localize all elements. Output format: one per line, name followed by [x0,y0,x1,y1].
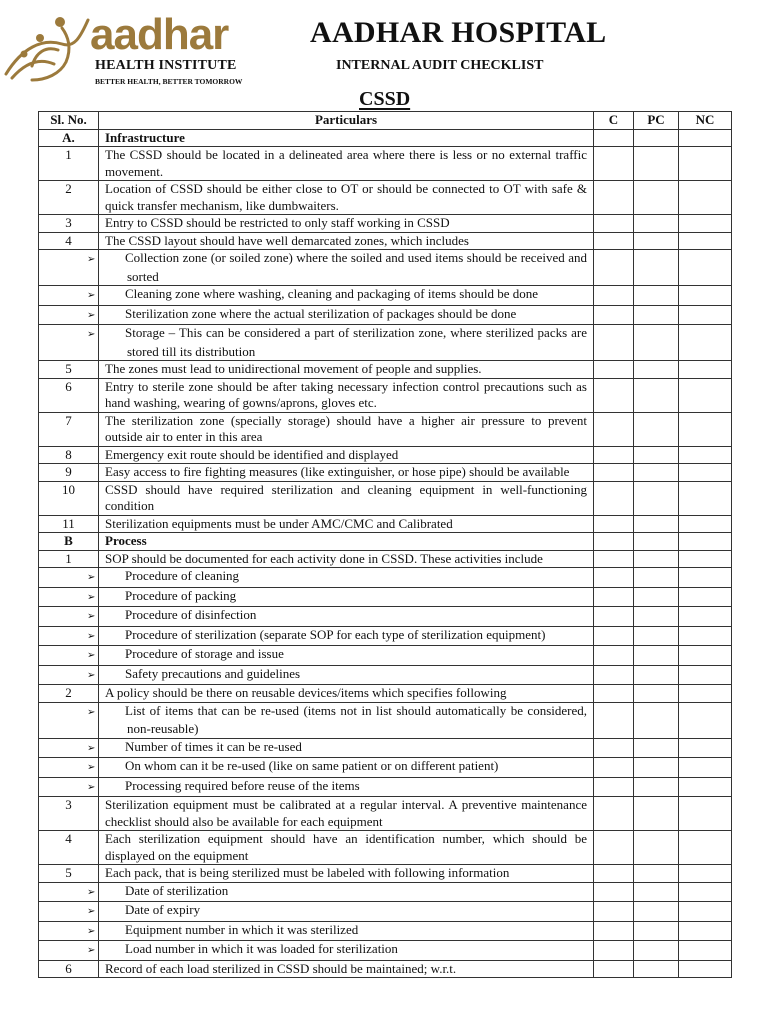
bullet-arrow-icon: ➢ [87,706,96,718]
check-cell-pc[interactable] [634,587,679,607]
logo-institute: HEALTH INSTITUTE [95,58,237,73]
sub-item-wrap [87,738,587,758]
check-cell-c[interactable] [594,960,634,978]
check-cell-pc[interactable] [634,464,679,482]
sub-item-row [39,286,732,306]
check-cell-c[interactable] [594,797,634,831]
check-cell-nc[interactable] [679,685,732,703]
row-number: 3 [39,797,99,831]
sub-item-text: Sterilization zone where the actual sterilization of packages should be done [125,305,517,321]
sub-item [87,325,594,361]
check-cell-c[interactable] [594,481,634,515]
sub-item-text: Number of times it can be re-used [125,738,302,754]
check-cell-nc[interactable] [679,361,732,379]
check-cell-c[interactable] [594,702,634,738]
row-number: 7 [39,412,99,446]
family-emblem-icon [2,8,92,88]
row-number: 1 [39,147,99,181]
header-particulars: Particulars [99,112,594,130]
table-row [39,378,732,412]
check-cell-c[interactable] [594,831,634,865]
check-cell-pc[interactable] [634,250,679,286]
sub-item [87,665,594,685]
check-cell-c[interactable] [594,626,634,646]
particular-text: Easy access to fire fighting measures (like extinguisher, or hose pipe) should be available [99,464,594,482]
table-row [39,232,732,250]
sub-item-row [39,758,732,778]
row-number: 6 [39,378,99,412]
sub-item-row [39,777,732,797]
sub-item [87,777,594,797]
header-c: C [594,112,634,130]
check-cell-nc[interactable] [679,797,732,831]
sub-item-wrap [87,325,587,360]
sub-item-text: Date of sterilization [125,882,229,898]
sub-item-text: Procedure of packing [125,587,237,603]
check-cell-c[interactable] [594,147,634,181]
row-number: A. [39,129,99,147]
check-cell-c[interactable] [594,941,634,961]
check-cell-nc[interactable] [679,305,732,325]
sub-item-text: Processing required before reuse of the items [125,777,360,793]
table-row [39,550,732,568]
particular-text: The zones must lead to unidirectional movement of people and supplies. [99,361,594,379]
check-cell-c[interactable] [594,446,634,464]
check-cell-nc[interactable] [679,147,732,181]
check-cell-pc[interactable] [634,646,679,666]
check-cell-pc[interactable] [634,941,679,961]
check-cell-pc[interactable] [634,481,679,515]
row-number: 4 [39,831,99,865]
table-row [39,412,732,446]
check-cell-nc[interactable] [679,481,732,515]
check-cell-pc[interactable] [634,305,679,325]
table-row [39,215,732,233]
particular-text: The CSSD layout should have well demarcated zones, which includes [99,232,594,250]
sub-item-text: Equipment number in which it was sterilized [125,921,359,937]
check-cell-c[interactable] [594,902,634,922]
bullet-arrow-icon: ➢ [87,572,96,583]
check-cell-pc[interactable] [634,147,679,181]
check-cell-pc[interactable] [634,607,679,627]
check-cell-pc[interactable] [634,626,679,646]
row-number: 3 [39,215,99,233]
particular-text: Sterilization equipments must be under AMC/CMC and Calibrated [99,515,594,533]
sub-item-row [39,921,732,941]
particular-text: Each pack, that is being sterilized must be labeled with following information [99,865,594,883]
check-cell-nc[interactable] [679,626,732,646]
check-cell-nc[interactable] [679,882,732,902]
sub-item-wrap [87,758,587,777]
check-cell-nc[interactable] [679,665,732,685]
check-cell-nc[interactable] [679,286,732,306]
section-row [39,533,732,551]
header-nc: NC [679,112,732,130]
check-cell-pc[interactable] [634,960,679,978]
sub-item-row [39,587,732,607]
bullet-arrow-icon: ➢ [87,886,96,898]
header-pc: PC [634,112,679,130]
check-cell-c[interactable] [594,378,634,412]
sub-item [87,702,594,738]
sub-item [87,646,594,666]
check-cell-nc[interactable] [679,902,732,922]
sub-item-wrap [87,777,587,797]
bullet-arrow-icon: ➢ [87,762,96,773]
table-row [39,685,732,703]
check-cell-c[interactable] [594,758,634,778]
check-cell-pc[interactable] [634,702,679,738]
sub-item-text: Storage – This can be considered a part of sterilization zone, where sterilized packs are stored till its distribution [125,325,587,359]
bullet-arrow-icon: ➢ [87,611,96,622]
check-cell-nc[interactable] [679,446,732,464]
table-row [39,446,732,464]
table-row [39,797,732,831]
sub-item-wrap [87,286,587,305]
sub-item [87,587,594,607]
check-cell-c[interactable] [594,921,634,941]
sub-item [87,286,594,306]
check-cell-pc[interactable] [634,446,679,464]
check-cell-nc[interactable] [679,738,732,758]
check-cell-pc[interactable] [634,286,679,306]
sub-item [87,305,594,325]
check-cell-nc[interactable] [679,515,732,533]
check-cell-nc[interactable] [679,865,732,883]
sub-item [87,626,594,646]
sub-item-row [39,646,732,666]
check-cell-nc[interactable] [679,568,732,588]
sub-item-wrap [87,665,587,685]
sub-item-wrap [87,607,587,626]
sub-item-row [39,941,732,961]
check-cell-nc[interactable] [679,181,732,215]
check-cell-pc[interactable] [634,215,679,233]
sub-item [87,941,594,961]
sub-item-wrap [87,941,587,960]
check-cell-c[interactable] [594,882,634,902]
sub-item-text: Load number in which it was loaded for sterilization [125,941,398,956]
sub-item-text: List of items that can be re-used (items not in list should automatically be considered, non-reusable) [125,702,587,736]
particular-text: Record of each load sterilized in CSSD should be maintained; w.r.t. [99,960,594,978]
check-cell-c[interactable] [594,215,634,233]
sub-item-wrap [87,587,587,607]
table-row [39,464,732,482]
check-cell-pc[interactable] [634,129,679,147]
particular-text: Location of CSSD should be either close to OT or should be connected to OT with safe & quick transfer mechanism, like dumbwaiters. [99,181,594,215]
sub-item-text: On whom can it be re-used (like on same patient or on different patient) [125,758,499,773]
check-cell-nc[interactable] [679,941,732,961]
table-row [39,515,732,533]
check-cell-pc[interactable] [634,378,679,412]
check-cell-c[interactable] [594,464,634,482]
bullet-arrow-icon: ➢ [87,254,96,265]
check-cell-c[interactable] [594,181,634,215]
check-cell-pc[interactable] [634,797,679,831]
check-cell-nc[interactable] [679,550,732,568]
check-cell-pc[interactable] [634,758,679,778]
table-row [39,181,732,215]
bullet-arrow-icon: ➢ [87,329,96,340]
row-number: 2 [39,685,99,703]
row-number: 9 [39,464,99,482]
section-title: Infrastructure [99,129,594,147]
table-row [39,147,732,181]
check-cell-c[interactable] [594,305,634,325]
check-cell-pc[interactable] [634,738,679,758]
sub-item-text: Date of expiry [125,902,201,917]
particular-text: Entry to sterile zone should be after taking necessary infection control precautions such as hand washing, wearing of gowns/aprons, gloves etc. [99,378,594,412]
check-cell-pc[interactable] [634,550,679,568]
sub-item-row [39,250,732,286]
sub-item [87,738,594,758]
sub-item-text: Procedure of sterilization (separate SOP for each type of sterilization equipment) [125,626,546,642]
bullet-arrow-icon: ➢ [87,945,96,956]
check-cell-pc[interactable] [634,882,679,902]
logo-tagline: BETTER HEALTH, BETTER TOMORROW [95,77,243,86]
particular-text: A policy should be there on reusable devices/items which specifies following [99,685,594,703]
sub-item-row [39,607,732,627]
check-cell-nc[interactable] [679,607,732,627]
table-row [39,960,732,978]
check-cell-c[interactable] [594,587,634,607]
check-cell-nc[interactable] [679,412,732,446]
check-cell-pc[interactable] [634,921,679,941]
logo-wordmark: aadhar [90,10,229,59]
sub-item-row [39,665,732,685]
sub-item-wrap [87,902,587,921]
particular-text: Sterilization equipment must be calibrated at a regular interval. A preventive maintenance checklist should also be available for each equipment [99,797,594,831]
check-cell-c[interactable] [594,412,634,446]
check-cell-c[interactable] [594,685,634,703]
sub-item-text: Procedure of cleaning [125,568,240,583]
row-number: B [39,533,99,551]
sub-item-wrap [87,626,587,646]
check-cell-pc[interactable] [634,777,679,797]
page-subtitle: INTERNAL AUDIT CHECKLIST [336,58,544,73]
check-cell-c[interactable] [594,325,634,361]
particular-text: Entry to CSSD should be restricted to only staff working in CSSD [99,215,594,233]
sub-item-row [39,882,732,902]
particular-text: The CSSD should be located in a delineated area where there is less or no external traffic movement. [99,147,594,181]
check-cell-c[interactable] [594,568,634,588]
sub-item-row [39,902,732,922]
check-cell-pc[interactable] [634,865,679,883]
bullet-arrow-icon: ➢ [87,309,96,321]
check-cell-nc[interactable] [679,232,732,250]
bullet-arrow-icon: ➢ [87,781,96,793]
table-body [39,129,732,978]
bullet-arrow-icon: ➢ [87,290,96,301]
check-cell-c[interactable] [594,250,634,286]
check-cell-c[interactable] [594,515,634,533]
check-cell-c[interactable] [594,607,634,627]
sub-item-wrap [87,568,587,587]
check-cell-nc[interactable] [679,533,732,551]
row-number: 1 [39,550,99,568]
check-cell-nc[interactable] [679,215,732,233]
sub-item-text: Collection zone (or soiled zone) where the soiled and used items should be received and sorted [125,250,587,284]
table-row [39,361,732,379]
check-cell-c[interactable] [594,550,634,568]
particular-text: Each sterilization equipment should have an identification number, which should be displayed on the equipment [99,831,594,865]
check-cell-nc[interactable] [679,646,732,666]
check-cell-c[interactable] [594,865,634,883]
table-row [39,481,732,515]
bullet-arrow-icon: ➢ [87,906,96,917]
sub-item [87,758,594,778]
sub-item-wrap [87,305,587,325]
check-cell-pc[interactable] [634,902,679,922]
table-header-row [39,112,732,130]
check-cell-pc[interactable] [634,361,679,379]
row-number: 8 [39,446,99,464]
row-number: 4 [39,232,99,250]
particular-text: The sterilization zone (specially storage) should have a higher air pressure to prevent outside air to enter in this area [99,412,594,446]
row-number: 5 [39,865,99,883]
sub-item [87,902,594,922]
check-cell-c[interactable] [594,738,634,758]
bullet-arrow-icon: ➢ [87,650,96,661]
bullet-arrow-icon: ➢ [87,630,96,642]
check-cell-pc[interactable] [634,181,679,215]
bullet-arrow-icon: ➢ [87,669,96,681]
sub-item-row [39,738,732,758]
check-cell-nc[interactable] [679,587,732,607]
check-cell-nc[interactable] [679,921,732,941]
sub-item [87,568,594,588]
audit-checklist-table [38,111,732,978]
bullet-arrow-icon: ➢ [87,591,96,603]
row-number: 6 [39,960,99,978]
check-cell-c[interactable] [594,286,634,306]
bullet-arrow-icon: ➢ [87,925,96,937]
check-cell-c[interactable] [594,533,634,551]
page-title: AADHAR HOSPITAL [310,16,607,49]
check-cell-c[interactable] [594,777,634,797]
sub-item [87,921,594,941]
check-cell-pc[interactable] [634,831,679,865]
sub-item-wrap [87,702,587,738]
check-cell-c[interactable] [594,129,634,147]
table-row [39,865,732,883]
sub-item [87,607,594,627]
header-slno: Sl. No. [39,112,99,130]
bullet-arrow-icon: ➢ [87,742,96,754]
sub-item-row [39,305,732,325]
sub-item-wrap [87,646,587,665]
sub-item-text: Safety precautions and guidelines [125,665,301,681]
sub-item [87,250,594,286]
sub-item-row [39,325,732,361]
check-cell-pc[interactable] [634,325,679,361]
particular-text: CSSD should have required sterilization and cleaning equipment in well-functioning condition [99,481,594,515]
row-number: 5 [39,361,99,379]
check-cell-pc[interactable] [634,685,679,703]
check-cell-pc[interactable] [634,665,679,685]
check-cell-nc[interactable] [679,378,732,412]
check-cell-c[interactable] [594,646,634,666]
check-cell-nc[interactable] [679,758,732,778]
row-number: 11 [39,515,99,533]
check-cell-pc[interactable] [634,568,679,588]
sub-item-text: Cleaning zone where washing, cleaning and packaging of items should be done [125,286,538,301]
check-cell-c[interactable] [594,665,634,685]
section-heading: CSSD [359,88,411,110]
check-cell-pc[interactable] [634,533,679,551]
hospital-logo [2,8,257,88]
particular-text: SOP should be documented for each activity done in CSSD. These activities include [99,550,594,568]
check-cell-nc[interactable] [679,777,732,797]
check-cell-nc[interactable] [679,831,732,865]
row-number: 10 [39,481,99,515]
sub-item-text: Procedure of storage and issue [125,646,284,661]
check-cell-nc[interactable] [679,464,732,482]
sub-item [87,882,594,902]
check-cell-pc[interactable] [634,232,679,250]
sub-item-row [39,568,732,588]
check-cell-nc[interactable] [679,325,732,361]
particular-text: Emergency exit route should be identified and displayed [99,446,594,464]
section-row [39,129,732,147]
check-cell-c[interactable] [594,361,634,379]
sub-item-wrap [87,250,587,285]
sub-item-wrap [87,882,587,902]
sub-item-row [39,702,732,738]
check-cell-pc[interactable] [634,412,679,446]
check-cell-c[interactable] [594,232,634,250]
table-row [39,831,732,865]
sub-item-row [39,626,732,646]
check-cell-pc[interactable] [634,515,679,533]
check-cell-nc[interactable] [679,960,732,978]
section-title: Process [99,533,594,551]
sub-item-text: Procedure of disinfection [125,607,257,622]
row-number: 2 [39,181,99,215]
check-cell-nc[interactable] [679,702,732,738]
check-cell-nc[interactable] [679,250,732,286]
check-cell-nc[interactable] [679,129,732,147]
sub-item-wrap [87,921,587,941]
